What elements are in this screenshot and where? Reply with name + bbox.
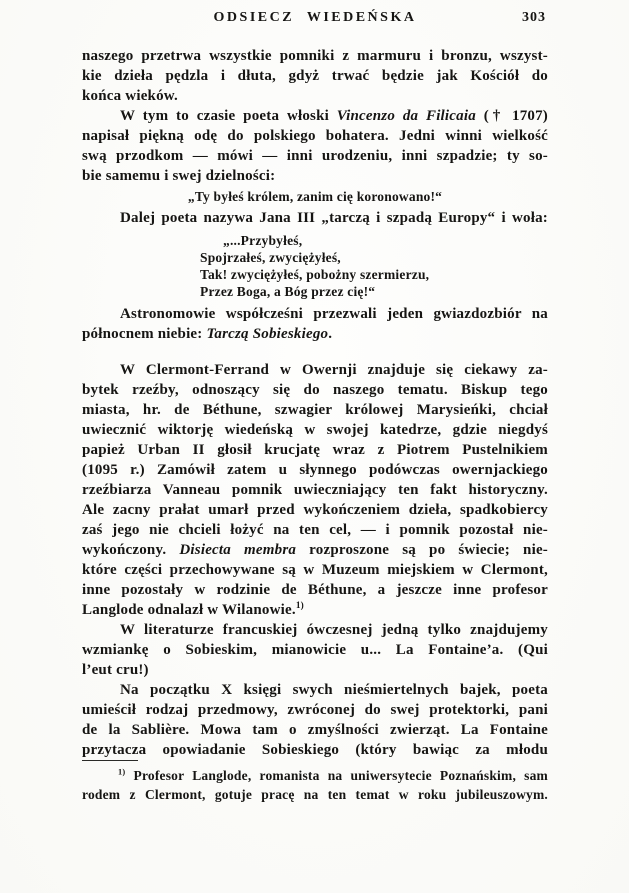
footnote-ref: 1) [295,601,304,611]
text-run: bytek rzeźby, odnoszący się do naszego tematu. Biskup tego [82,382,548,398]
paragraph [82,360,548,620]
text-line [82,420,548,440]
text-run: wykończony. [82,542,180,558]
paragraph [82,106,548,186]
text-line [82,520,548,540]
footnote-rule [82,760,138,761]
text-run: północnem niebie: [82,326,207,342]
paragraph [82,304,548,344]
paragraph [82,46,548,106]
text-line [82,500,548,520]
page-content [82,46,548,760]
text-run: rzeźbiarza Vanneau pomnik uwieczniający ten fakt historyczny. [82,482,548,498]
text-run: rozproszone są po świecie; nie- [296,542,548,558]
text-run: Ale zacny prałat umarł przed wykończeniem dzieła, spadkobiercy [82,502,548,518]
footnote-ref: 1) [118,767,126,777]
italic-run: Tarczą Sobieskiego [206,326,329,342]
text-run: rodem z Clermont, gotuje pracę na ten temat w roku jubileuszowym. [82,787,548,802]
text-run: naszego przetrwa wszystkie pomniki z marmuru i bronzu, wszyst- [82,48,548,64]
text-line [82,324,548,344]
text-run: W Clermont-Ferrand w Owernji znajduje się ciekawy za- [120,362,548,378]
text-run: (1095 r.) Zamówił zatem u słynnego podówczas owernjackiego [82,462,548,478]
text-run: Astronomowie współcześni przezwali jeden gwiazdozbiór na [120,306,548,322]
text-line [82,660,548,680]
text-line [82,740,548,760]
text-line [82,146,548,166]
text-run: Na początku X księgi swych nieśmiertelnych bajek, poeta [120,682,548,698]
text-run: bie samemu i swej dzielności: [82,168,276,184]
text-run: Langlode odnalazł w Wilanowie. [82,602,296,618]
text-run: . [328,326,333,342]
text-line [82,126,548,146]
text-line [82,600,548,620]
text-line [82,380,548,400]
poem-line: Tak! zwyciężyłeś, pobożny szermierzu, [200,267,430,282]
paragraph [82,208,548,228]
text-line [82,620,548,640]
text-run: W tym to czasie poeta włoski [120,108,337,124]
text-line [82,208,548,228]
text-run: które części przechowywane są w Muzeum miejskiem w Clermont, [82,562,548,578]
text-line [82,304,548,324]
text-run: l’eut cru!) [82,662,149,678]
text-line [82,166,548,186]
text-line [82,720,548,740]
text-line [82,700,548,720]
footnote-text [82,766,548,804]
text-line [82,580,548,600]
text-line [82,66,548,86]
paragraph [82,620,548,680]
text-run: papież Urban II głosił krucjatę wraz z Piotrem Pustelnikiem [82,442,548,458]
text-run: zaś jego nie chcieli łożyć na ten cel, — i pomnik pozostał nie- [82,522,548,538]
verse-quote: „Ty byłeś królem, zanim cię koronowano!“ [187,189,443,204]
text-run: Profesor Langlode, romanista na uniwersytecie Poznańskim, sam [125,768,548,783]
text-run: kie dzieła pędzla i dłuta, gdyż trwać będzie jak Kościół do [82,68,548,84]
text-line [82,766,548,785]
text-line [82,540,548,560]
page-number: 303 [522,10,546,25]
text-run: przytacza opowiadanie Sobieskiego (który bawiąc za młodu [82,742,548,758]
text-run: Dalej poeta nazywa Jana III „tarczą i szpadą Europy“ i woła: [120,210,548,226]
text-run: († 1707) [475,108,548,124]
section-gap [82,344,548,360]
text-line [82,640,548,660]
poem-block [200,232,548,300]
text-line [82,560,548,580]
text-run: napisał piękną odę do polskiego bohatera. Jedni winni wielkość [82,128,548,144]
text-line [82,785,548,804]
text-line [82,460,548,480]
text-run: umieścił rodzaj przedmowy, zwróconej do swej protektorki, pani [82,702,548,718]
text-line [82,106,548,126]
text-run: końca wieków. [82,88,178,104]
italic-run: Vincenzo da Filicaia [336,108,476,124]
text-run: uwiecznić wiktorję wiedeńską w swojej katedrze, gdzie niegdyś [82,422,548,438]
italic-run: Disiecta membra [179,542,297,558]
text-line [82,680,548,700]
text-line [82,480,548,500]
paragraph [82,680,548,760]
text-run: de la Sablière. Mowa tam o zmyślności zwierząt. La Fontaine [82,722,548,738]
text-run: miasta, hr. de Béthune, szwagier królowej Marysieńki, chciał [82,402,548,418]
text-line [82,360,548,380]
text-run: inne pozostały w rodzinie de Béthune, a jeszcze inne profesor [82,582,548,598]
poem-line: Przez Boga, a Bóg przez cię!“ [200,284,376,299]
poem-line: „...Przybyłeś, [223,233,303,248]
text-line [82,46,548,66]
page-title: ODSIECZ WIEDEŃSKA [213,10,417,25]
poem-line: Spojrzałeś, zwyciężyłeś, [200,250,341,265]
text-line [82,440,548,460]
text-run: W literaturze francuskiej ówczesnej jedną tylko znajdujemy [120,622,548,638]
text-line [82,86,548,106]
text-run: swą przodkom — mówi — inni urodzeniu, inni szpadzie; ty so- [82,148,548,164]
footnote-block [82,760,548,804]
text-line [82,400,548,420]
running-head [82,10,548,28]
text-run: wzmiankę o Sobieskim, mianowicie u... La Fontaine’a. (Qui [82,642,548,658]
